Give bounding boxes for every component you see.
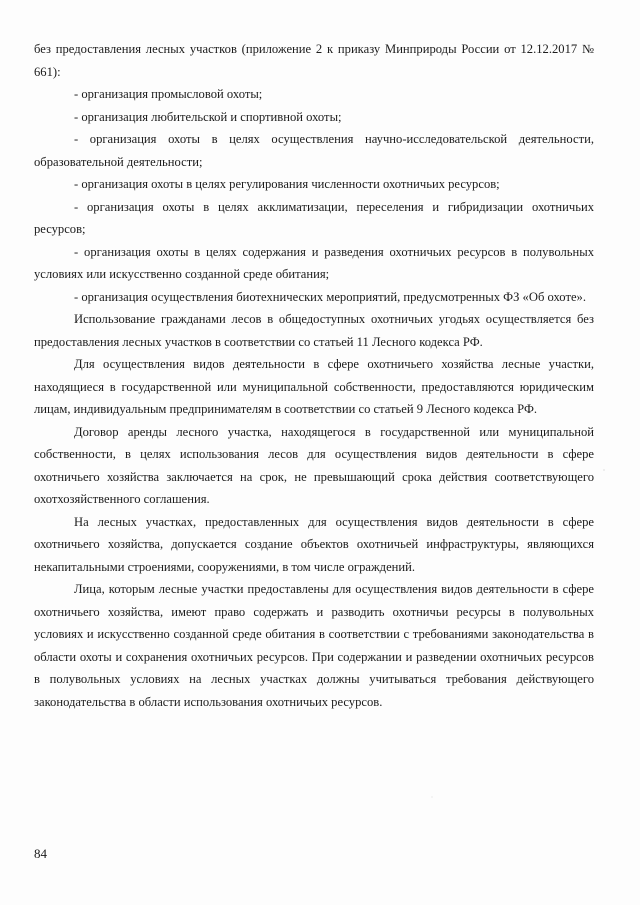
list-item-research-hunting: - организация охоты в целях осуществления научно-исследовательской деятельности, образовательной деятельности; [34,132,594,169]
list-item-biotechnical: - организация осуществления биотехнических мероприятий, предусмотренных ФЗ «Об охоте». [74,289,586,304]
page-number: 84 [34,846,47,861]
list-item-population-control: - организация охоты в целях регулирования численности охотничьих ресурсов; [74,177,500,191]
list-item-amateur-hunting: - организация любительской и спортивной охоты; [74,109,342,124]
list-item-acclimatization: - организация охоты в целях акклиматизации, переселения и гибридизации охотничьих ресурсов; [34,199,594,236]
paragraph-breeding-rights: Лица, которым лесные участки предоставлены для осуществления видов деятельности в сфере охотничьего хозяйства, имеют право содержать и разводить охотничьи ресурсы в полувольных условиях и искусственно созданной среде обитания в соответствии с требованиями законодательства в области охоты и сохранения охотничьих ресурсов. При содержании и разведении охотничьих ресурсов в полувольных условиях на лесных участках должны учитываться требования действующего законодательства в области использования охотничьих ресурсов. [34,582,594,709]
paragraph-lease-agreement: Договор аренды лесного участка, находящегося в государственной или муниципальной собственности, в целях использования лесов для осуществления видов деятельности в сфере охотничьего хозяйства заключается на срок, не превышающий срока действия соответствующего охотхозяйственного соглашения. [34,424,594,506]
paragraph-land-provision: Для осуществления видов деятельности в сфере охотничьего хозяйства лесные участки, находящиеся в государственной или муниципальной собственности, предоставляются юридическим лицам, индивидуальным предпринимателям в соответствии со статьей 9 Лесного кодекса РФ. [34,357,594,416]
paragraph-infrastructure: На лесных участках, предоставленных для осуществления видов деятельности в сфере охотничьего хозяйства, допускается создание объектов охотничьей инфраструктуры, являющихся некапитальными строениями, сооружениями, в том числе ограждений. [34,514,594,574]
list-item-breeding: - организация охоты в целях содержания и разведения охотничьих ресурсов в полувольных условиях или искусственно созданной среде обитания; [34,244,594,281]
paragraph-public-lands: Использование гражданами лесов в общедоступных охотничьих угодьях осуществляется без предоставления лесных участков в соответствии со статьей 11 Лесного кодекса РФ. [34,312,594,349]
list-item-commercial-hunting: - организация промысловой охоты; [74,87,263,101]
paragraph-intro: без предоставления лесных участков (приложение 2 к приказу Минприроды России от 12.12.2017 № 661): [34,42,594,79]
